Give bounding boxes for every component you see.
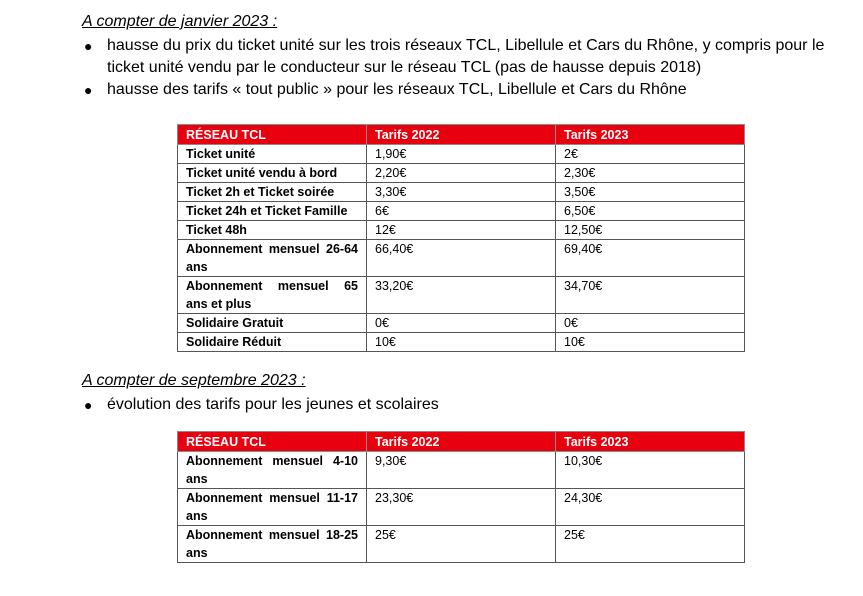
table-row: [178, 202, 745, 221]
table-row: [178, 333, 745, 352]
price-2023: 10€: [556, 333, 745, 352]
price-2022: 12€: [367, 221, 556, 240]
list-item: [82, 394, 842, 416]
bullet-icon: ●: [84, 38, 93, 54]
row-label: Abonnement mensuel 4-10 ans: [178, 452, 367, 489]
section2-bullet-list: [82, 394, 842, 416]
column-header-2023: Tarifs 2023: [556, 432, 745, 452]
price-2022: 9,30€: [367, 452, 556, 489]
column-header-2023: Tarifs 2023: [556, 125, 745, 145]
price-2023: 69,40€: [556, 240, 745, 277]
bullet-text: hausse des tarifs « tout public » pour les réseaux TCL, Libellule et Cars du Rhône: [107, 81, 687, 98]
row-label: Abonnement mensuel 65 ans et plus: [178, 277, 367, 314]
section1-heading: A compter de janvier 2023 :: [82, 13, 278, 30]
price-2023: 10,30€: [556, 452, 745, 489]
price-2023: 3,50€: [556, 183, 745, 202]
table-row: [178, 489, 745, 526]
price-2022: 10€: [367, 333, 556, 352]
column-header-network: RÉSEAU TCL: [178, 432, 367, 452]
column-header-network: RÉSEAU TCL: [178, 125, 367, 145]
price-2023: 0€: [556, 314, 745, 333]
table-header-row: [178, 125, 745, 145]
section2-heading: A compter de septembre 2023 :: [82, 372, 306, 389]
column-header-2022: Tarifs 2022: [367, 432, 556, 452]
table-row: [178, 526, 745, 563]
row-label: Ticket unité vendu à bord: [178, 164, 367, 183]
bullet-text: hausse du prix du ticket unité sur les trois réseaux TCL, Libellule et Cars du Rhône, y compris pour le ticket unité vendu par le conducteur sur le réseau TCL (pas de hausse depuis 2018): [107, 37, 825, 76]
row-label: Ticket 2h et Ticket soirée: [178, 183, 367, 202]
row-label: Abonnement mensuel 11-17 ans: [178, 489, 367, 526]
price-2022: 66,40€: [367, 240, 556, 277]
price-2023: 2,30€: [556, 164, 745, 183]
price-2023: 24,30€: [556, 489, 745, 526]
tariff-table-january: [177, 124, 745, 352]
price-2022: 0€: [367, 314, 556, 333]
bullet-text: évolution des tarifs pour les jeunes et scolaires: [107, 396, 439, 413]
tariff-table-september: [177, 431, 745, 563]
price-2022: 25€: [367, 526, 556, 563]
table-row: [178, 145, 745, 164]
price-2022: 3,30€: [367, 183, 556, 202]
table-row: [178, 277, 745, 314]
table-row: [178, 164, 745, 183]
price-2022: 1,90€: [367, 145, 556, 164]
row-label: Abonnement mensuel 26-64 ans: [178, 240, 367, 277]
list-item: [82, 79, 842, 101]
price-2022: 6€: [367, 202, 556, 221]
row-label: Solidaire Réduit: [178, 333, 367, 352]
section1-bullet-list: [82, 35, 842, 101]
table-row: [178, 183, 745, 202]
row-label: Ticket 24h et Ticket Famille: [178, 202, 367, 221]
price-2023: 2€: [556, 145, 745, 164]
price-2023: 34,70€: [556, 277, 745, 314]
table-row: [178, 240, 745, 277]
table-row: [178, 452, 745, 489]
row-label: Ticket unité: [178, 145, 367, 164]
price-2022: 23,30€: [367, 489, 556, 526]
row-label: Solidaire Gratuit: [178, 314, 367, 333]
bullet-icon: ●: [84, 397, 93, 413]
row-label: Ticket 48h: [178, 221, 367, 240]
column-header-2022: Tarifs 2022: [367, 125, 556, 145]
price-2023: 12,50€: [556, 221, 745, 240]
list-item: [82, 35, 842, 79]
table-header-row: [178, 432, 745, 452]
price-2023: 25€: [556, 526, 745, 563]
price-2023: 6,50€: [556, 202, 745, 221]
bullet-icon: ●: [84, 82, 93, 98]
row-label: Abonnement mensuel 18-25 ans: [178, 526, 367, 563]
price-2022: 33,20€: [367, 277, 556, 314]
price-2022: 2,20€: [367, 164, 556, 183]
table-row: [178, 314, 745, 333]
table-row: [178, 221, 745, 240]
